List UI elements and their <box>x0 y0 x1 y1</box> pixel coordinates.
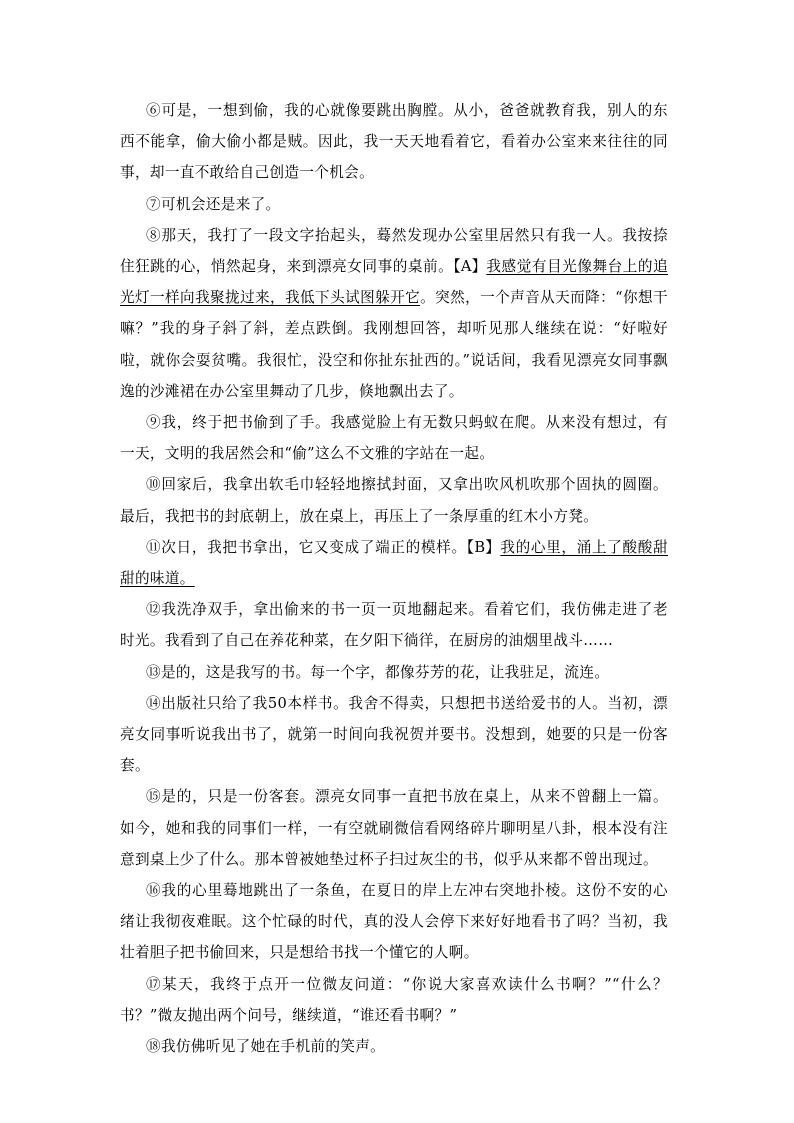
paragraph-18 <box>120 1031 668 1062</box>
underlined-sentence-b: 我的心里，涌上了酸酸甜甜的味道。 <box>120 538 668 588</box>
annotation-marker-b: 【B】 <box>466 538 501 556</box>
paragraph-8-text-continued: 。突然，一个声音从天而降：“你想干嘛？”我的身子斜了斜，差点跌倒。我刚想回答，却听见那人继续在说：“好啦好啦，就你会耍贫嘴。我很忙，没空和你扯东扯西的。”说话间，我看见漂亮女同事飘逸的沙滩裙在办公室里舞动了几步，倏地飘出去了。 <box>120 289 668 400</box>
paragraph-15 <box>120 781 668 875</box>
paragraph-11-text: ⑪次日，我把书拿出，它又变成了端正的模样。 <box>146 538 467 556</box>
paragraph-9 <box>120 407 668 469</box>
paragraph-11 <box>120 532 668 594</box>
paragraph-12-text: ⑫我洗净双手，拿出偷来的书一页一页地翻起来。看着它们，我仿佛走进了老时光。我看到了自己在养花种菜，在夕阳下徜徉，在厨房的油烟里战斗…… <box>120 601 668 650</box>
paragraph-18-text: ⑱我仿佛听见了她在手机前的笑声。 <box>146 1038 386 1056</box>
paragraph-13 <box>120 657 668 688</box>
paragraph-9-text: ⑨我，终于把书偷到了手。我感觉脸上有无数只蚂蚁在爬。从来没有想过，有一天，文明的我居然会和“偷”这么不文雅的字站在一起。 <box>120 414 668 463</box>
paragraph-15-text: ⑮是的，只是一份客套。漂亮女同事一直把书放在桌上，从来不曾翻上一篇。如今，她和我的同事们一样，一有空就刷微信看网络碎片聊明星八卦，根本没有注意到桌上少了什么。那本曾被她垫过杯子扫过灰尘的书，似乎从来都不曾出现过。 <box>120 788 668 868</box>
paragraph-8 <box>120 220 668 407</box>
paragraph-12 <box>120 594 668 656</box>
paragraph-16 <box>120 875 668 969</box>
underlined-sentence-a: 我感觉有目光像舞台上的追光灯一样向我聚拢过来，我低下头试图躲开它 <box>120 258 669 307</box>
paragraph-8-text: ⑧那天，我打了一段文字抬起头，蓦然发现办公室里居然只有我一人。我按捺住狂跳的心，悄然起身，来到漂亮女同事的桌前。 <box>120 226 668 276</box>
paragraph-14-text: ⑭出版社只给了我50本样书。我舍不得卖，只想把书送给爱书的人。当初，漂亮女同事听说我出书了，就第一时间向我祝贺并要书。没想到，她要的只是一份客套。 <box>120 694 668 775</box>
paragraph-16-text: ⑯我的心里蓦地跳出了一条鱼，在夏日的岸上左冲右突地扑棱。这份不安的心绪让我彻夜难眠。这个忙碌的时代，真的没人会停下来好好地看书了吗？当初，我壮着胆子把书偷回来，只是想给书找一个懂它的人啊。 <box>120 882 668 962</box>
paragraph-13-text: ⑬是的，这是我写的书。每一个字，都像芬芳的花，让我驻足，流连。 <box>146 663 610 681</box>
paragraph-17-text: ⑰某天，我终于点开一位微友问道：“你说大家喜欢读什么书啊？”“什么？书？”微友抛出两个问号，继续道，“谁还看书啊？” <box>120 975 668 1024</box>
paragraph-6 <box>120 95 668 189</box>
paragraph-7-text: ⑦可机会还是来了。 <box>146 195 281 213</box>
paragraph-10 <box>120 469 668 531</box>
paragraph-14 <box>120 688 668 782</box>
annotation-marker-a: 【A】 <box>453 258 487 276</box>
paragraph-17 <box>120 969 668 1031</box>
document-page <box>120 95 668 1062</box>
paragraph-7 <box>120 189 668 220</box>
paragraph-6-text: ⑥可是，一想到偷，我的心就像要跳出胸膛。从小，爸爸就教育我，别人的东西不能拿，偷大偷小都是贼。因此，我一天天地看着它，看着办公室来来往往的同事，却一直不敢给自己创造一个机会。 <box>120 102 668 182</box>
paragraph-10-text: ⑩回家后，我拿出软毛巾轻轻地擦拭封面，又拿出吹风机吹那个固执的圆圈。最后，我把书的封底朝上，放在桌上，再压上了一条厚重的红木小方凳。 <box>120 476 668 525</box>
